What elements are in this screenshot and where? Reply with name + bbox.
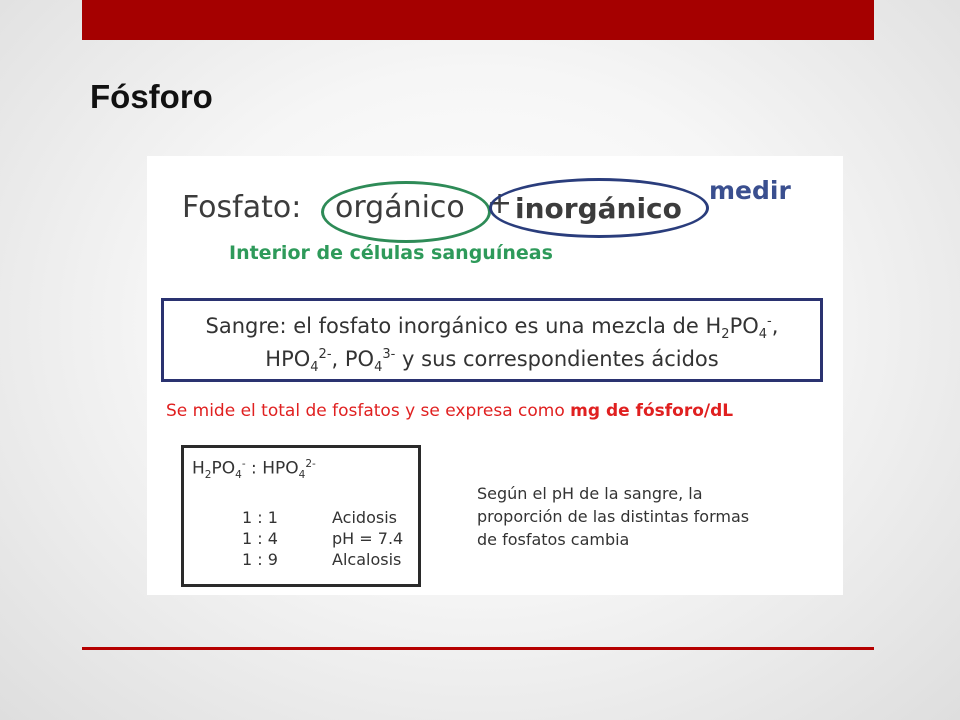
phosphate-label: Fosfato: bbox=[182, 190, 302, 225]
blood-cells-note: Interior de células sanguíneas bbox=[229, 242, 553, 264]
blood-box-line-1: Sangre: el fosfato inorgánico es una mezcla de $H_2PO_4^-$, bbox=[205, 314, 779, 343]
ph-explanation-line: proporción de las distintas formas bbox=[477, 507, 750, 526]
ph-explanation-line: de fosfatos cambia bbox=[477, 530, 630, 549]
slide-title: Fósforo bbox=[90, 78, 213, 115]
measurement-note: Se mide el total de fosfatos y se expresa como mg de fósforo/dL bbox=[166, 401, 734, 421]
bottom-divider bbox=[82, 647, 874, 650]
ratio-table-header: $H_2PO_4^-$ : $HPO_4^{2-}$ bbox=[192, 458, 316, 482]
top-accent-bar bbox=[82, 0, 874, 40]
organic-label: orgánico bbox=[335, 190, 465, 225]
measurement-unit: mg de fósforo/dL bbox=[570, 401, 734, 421]
ratio-state: pH = 7.4 bbox=[332, 529, 404, 548]
ratio-state: Acidosis bbox=[332, 508, 397, 527]
ratio-table bbox=[181, 445, 421, 587]
ratio-value: 1 : 9 bbox=[242, 550, 278, 569]
ph-explanation-line: Según el pH de la sangre, la bbox=[477, 484, 703, 503]
ratio-value: 1 : 4 bbox=[242, 529, 278, 548]
plus-sign: + bbox=[487, 186, 513, 221]
ratio-value: 1 : 1 bbox=[242, 508, 278, 527]
blood-phosphate-box bbox=[161, 298, 823, 382]
inorganic-label: inorgánico bbox=[515, 192, 682, 225]
measure-label: medir bbox=[709, 176, 791, 205]
ph-explanation bbox=[477, 482, 807, 551]
blood-box-line-2: $HPO_4^{2-}$, $PO_4^{3-}$ y sus correspondientes ácidos bbox=[265, 347, 719, 376]
phosphate-figure bbox=[147, 156, 843, 595]
ratio-state: Alcalosis bbox=[332, 550, 402, 569]
